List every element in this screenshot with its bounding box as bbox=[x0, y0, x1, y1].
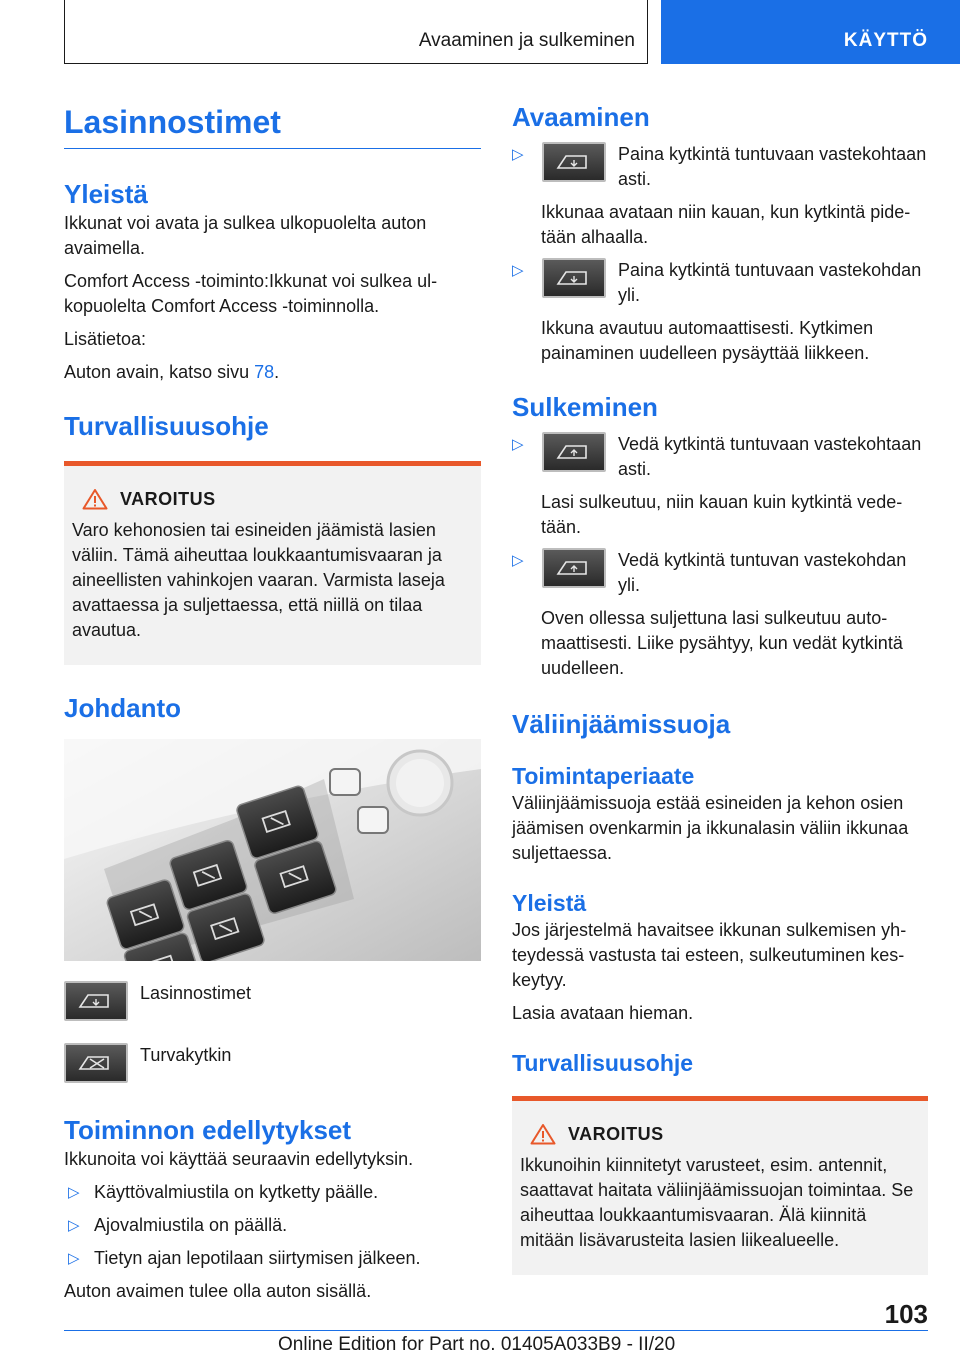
warning-text: Ikkunoihin kiinnitetyt varusteet, esim. antennit, saattavat haitata väliinjäämissuojan toimintaa. Se aiheuttaa loukkaantumisvaaran. Älä kiinnitä mitään lisävarusteita lasien liikealueelle. bbox=[520, 1155, 914, 1250]
left-column bbox=[64, 100, 481, 1312]
symbol-label-window-lifters: Lasinnostimet bbox=[140, 983, 252, 1003]
window-lifter-icon bbox=[64, 981, 128, 1021]
bullet-triangle-icon: ▷ bbox=[512, 262, 524, 279]
bullet-triangle-icon: ▷ bbox=[512, 436, 524, 453]
step-detail: Lasi sulkeutuu, niin kauan kuin kytkintä vedetään. bbox=[541, 492, 903, 537]
edition-note: Online Edition for Part no. 01405A033B9 - II/20 bbox=[278, 1334, 676, 1355]
page-number: 103 bbox=[884, 1299, 928, 1329]
closing-step-2 bbox=[512, 548, 928, 598]
section-title: Avaaminen ja sulkeminen bbox=[418, 30, 635, 51]
right-column bbox=[512, 100, 928, 1275]
requirements-list bbox=[64, 1180, 481, 1271]
opening-step-2 bbox=[512, 258, 928, 308]
heading-principle: Toimintaperiaate bbox=[512, 763, 695, 789]
list-item: ▷ Käyttövalmiustila on kytketty päälle. bbox=[64, 1180, 481, 1205]
symbol-label-safety-switch: Turvakytkin bbox=[140, 1045, 232, 1065]
warning-box bbox=[64, 461, 481, 665]
warning-box-2 bbox=[512, 1096, 928, 1275]
pinch-general-text-2: Lasia avataan hieman. bbox=[512, 1003, 694, 1023]
warning-triangle-icon bbox=[530, 1123, 556, 1145]
general-p4: Auton avain, katso sivu 78. bbox=[64, 362, 280, 382]
heading-safety: Turvallisuusohje bbox=[64, 411, 269, 441]
step-text: Vedä kytkintä tuntuvaan vastekohtaan asti. bbox=[618, 434, 922, 479]
requirements-outro: Auton avaimen tulee olla auton sisällä. bbox=[64, 1281, 372, 1301]
heading-requirements: Toiminnon edellytykset bbox=[64, 1115, 352, 1145]
step-text: Paina kytkintä tuntuvaan vastekohtaan asti. bbox=[618, 144, 927, 189]
window-switch-icon bbox=[542, 432, 606, 472]
step-text: Vedä kytkintä tuntuvan vastekohdan yli. bbox=[618, 550, 907, 595]
symbol-row-safety-switch bbox=[64, 1043, 481, 1083]
list-item: ▷ Tietyn ajan lepotilaan siirtymisen jälkeen. bbox=[64, 1246, 481, 1271]
bullet-triangle-icon: ▷ bbox=[512, 146, 524, 163]
warning-triangle-icon bbox=[82, 488, 108, 510]
heading-opening: Avaaminen bbox=[512, 102, 650, 132]
heading-closing: Sulkeminen bbox=[512, 392, 658, 422]
window-switch-photo bbox=[64, 739, 481, 961]
symbol-row-window-lifters bbox=[64, 981, 481, 1021]
warning-title: VAROITUS bbox=[568, 1123, 664, 1144]
chapter-tab bbox=[661, 0, 960, 64]
page-link-78[interactable]: 78 bbox=[254, 362, 275, 382]
pinch-general-text: Jos järjestelmä havaitsee ikkunan sulkemisen yhteydessä vastusta tai esteen, sulkeutuminen keskeytyy. bbox=[512, 920, 907, 990]
step-detail: Ikkuna avautuu automaattisesti. Kytkimen painaminen uudelleen pysäyttää liikkeen. bbox=[541, 318, 874, 363]
warning-title: VAROITUS bbox=[120, 488, 216, 509]
list-item: ▷ Ajovalmiustila on päällä. bbox=[64, 1213, 481, 1238]
principle-text: Väliinjäämissuoja estää esineiden ja kehon osien jäämisen ovenkarmin ja ikkunalasin väliin ikkunaa suljettaessa. bbox=[512, 793, 909, 863]
safety-switch-icon bbox=[64, 1043, 128, 1083]
heading-pinch-safety: Turvallisuusohje bbox=[512, 1050, 694, 1076]
running-header-section bbox=[64, 0, 648, 64]
window-switch-icon bbox=[542, 258, 606, 298]
window-switch-icon bbox=[542, 142, 606, 182]
warning-text: Varo kehonosien tai esineiden jäämistä lasien väliin. Tämä aiheuttaa loukkaantumisvaaran ja aineellisten vahinkojen vaaran. Varmista laseja avattaessa ja suljettaessa, että niillä on tilaa avautua. bbox=[72, 520, 445, 640]
bullet-triangle-icon: ▷ bbox=[512, 552, 524, 569]
step-detail: Oven ollessa suljettuna lasi sulkeutuu automaattisesti. Liike pysähtyy, kun vedät kytkintä uudelleen. bbox=[541, 608, 903, 678]
step-detail: Ikkunaa avataan niin kauan, kun kytkintä pidetään alhaalla. bbox=[541, 202, 911, 247]
requirements-intro: Ikkunoita voi käyttää seuraavin edellytyksin. bbox=[64, 1149, 414, 1169]
heading-pinch-general: Yleistä bbox=[512, 890, 587, 916]
window-switch-icon bbox=[542, 548, 606, 588]
general-p1: Ikkunat voi avata ja sulkea ulkopuolelta auton avaimella. bbox=[64, 213, 427, 258]
heading-intro: Johdanto bbox=[64, 693, 181, 723]
step-text: Paina kytkintä tuntuvaan vastekohdan yli. bbox=[618, 260, 922, 305]
page-title: Lasinnostimet bbox=[64, 100, 481, 149]
window-switch-illustration bbox=[64, 739, 481, 961]
opening-step-1 bbox=[512, 142, 928, 192]
heading-general: Yleistä bbox=[64, 179, 148, 209]
chapter-title: KÄYTTÖ bbox=[843, 30, 928, 51]
closing-step-1 bbox=[512, 432, 928, 482]
footer-divider bbox=[64, 1330, 928, 1331]
general-p3: Lisätietoa: bbox=[64, 329, 147, 349]
heading-pinch-protection: Väliinjäämissuoja bbox=[512, 709, 731, 739]
general-p2: Comfort Access -toiminto:Ikkunat voi sulkea ulkopuolelta Comfort Access -toiminnolla. bbox=[64, 271, 438, 316]
